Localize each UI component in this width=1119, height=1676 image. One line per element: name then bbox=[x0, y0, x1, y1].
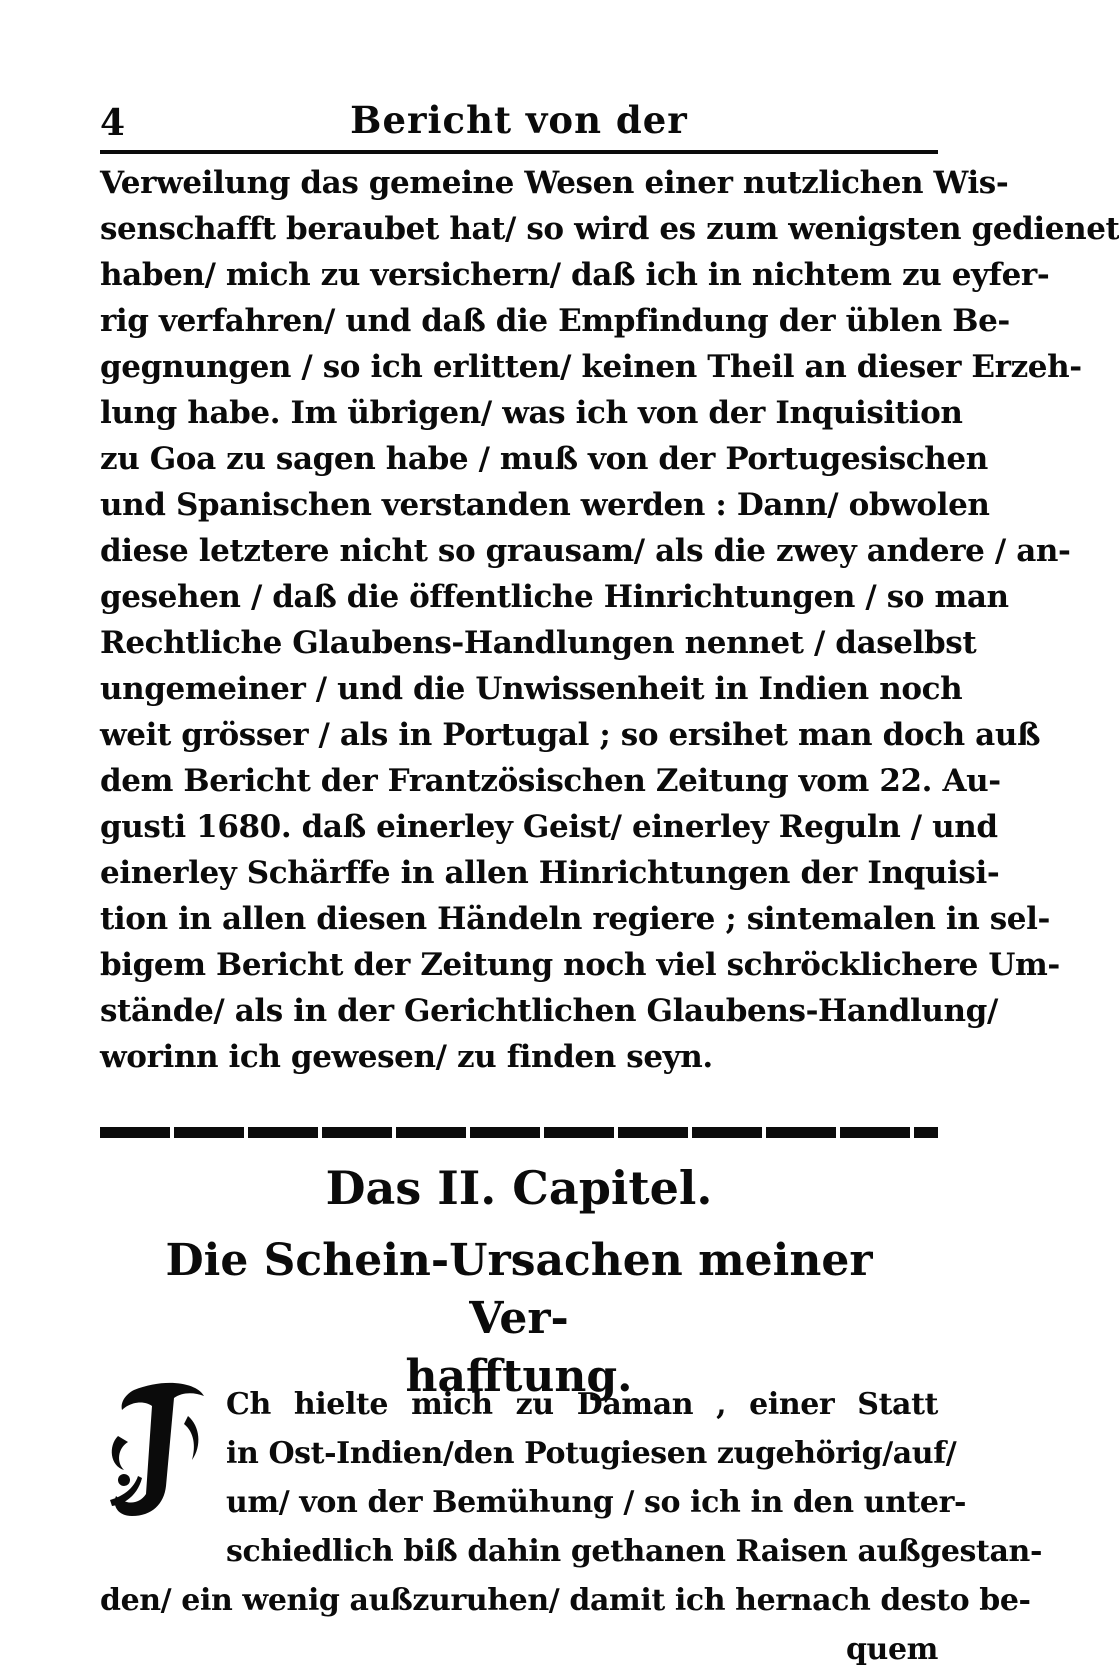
ornamental-divider bbox=[100, 1127, 938, 1138]
page-number: 4 bbox=[100, 102, 126, 144]
text-line: rig verfahren/ und daß die Empfindung der üblen Be- bbox=[100, 303, 1010, 339]
text-line: Verweilung das gemeine Wesen einer nutzlichen Wis- bbox=[100, 165, 1009, 201]
text-line: schiedlich biß dahin gethanen Raisen außgestan- bbox=[226, 1534, 1043, 1569]
text-line: tion in allen diesen Händeln regiere ; sintemalen in sel- bbox=[100, 901, 1050, 937]
text-line: zu Goa zu sagen habe / muß von der Portugesischen bbox=[100, 441, 988, 477]
text-line: gesehen / daß die öffentliche Hinrichtungen / so man bbox=[100, 579, 1009, 615]
text-line: stände/ als in der Gerichtlichen Glaubens-Handlung/ bbox=[100, 993, 998, 1029]
text-line: einerley Schärffe in allen Hinrichtungen der Inquisi- bbox=[100, 855, 1000, 891]
text-line: den/ ein wenig außzuruhen/ damit ich hernach desto be- bbox=[100, 1583, 1031, 1618]
text-line: senschafft beraubet hat/ so wird es zum wenigsten gedienet bbox=[100, 211, 1119, 247]
body-text bbox=[100, 160, 1119, 1080]
chapter-title: Das II. Capitel. bbox=[325, 1161, 713, 1215]
text-line: und Spanischen verstanden werden : Dann/ obwolen bbox=[100, 487, 990, 523]
page-header bbox=[100, 98, 938, 148]
text-line: ungemeiner / und die Unwissenheit in Indien noch bbox=[100, 671, 963, 707]
text-line: lung habe. Im übrigen/ was ich von der Inquisition bbox=[100, 395, 963, 431]
chapter-heading-line: Die Schein-Ursachen meiner Ver- bbox=[165, 1235, 873, 1344]
chapter-heading-line: hafftung. bbox=[405, 1351, 633, 1402]
running-head: Bericht von der bbox=[350, 98, 688, 142]
text-line: dem Bericht der Frantzösischen Zeitung vom 22. Au- bbox=[100, 763, 1001, 799]
text-line: worinn ich gewesen/ zu finden seyn. bbox=[100, 1039, 713, 1075]
catchword: quem bbox=[845, 1632, 938, 1667]
chapter-text bbox=[100, 1380, 1043, 1674]
text-line: haben/ mich zu versichern/ daß ich in nichtem zu eyfer- bbox=[100, 257, 1050, 293]
text-line: diese letztere nicht so grausam/ als die zwey andere / an- bbox=[100, 533, 1071, 569]
text-line: gegnungen / so ich erlitten/ keinen Theil an dieser Erzeh- bbox=[100, 349, 1082, 385]
text-line: weit grösser / als in Portugal ; so ersihet man doch auß bbox=[100, 717, 1041, 753]
text-line: bigem Bericht der Zeitung noch viel schröcklichere Um- bbox=[100, 947, 1060, 983]
header-rule bbox=[100, 150, 938, 154]
text-line: Rechtliche Glaubens-Handlungen nennet / daselbst bbox=[100, 625, 977, 661]
text-line: um/ von der Bemühung / so ich in den unter- bbox=[226, 1485, 967, 1520]
text-line: Ch hielte mich zu Daman , einer Statt bbox=[226, 1387, 938, 1422]
text-line: gusti 1680. daß einerley Geist/ einerley Reguln / und bbox=[100, 809, 998, 845]
text-line: in Ost-Indien/den Potugiesen zugehörig/auf/ bbox=[226, 1436, 957, 1471]
